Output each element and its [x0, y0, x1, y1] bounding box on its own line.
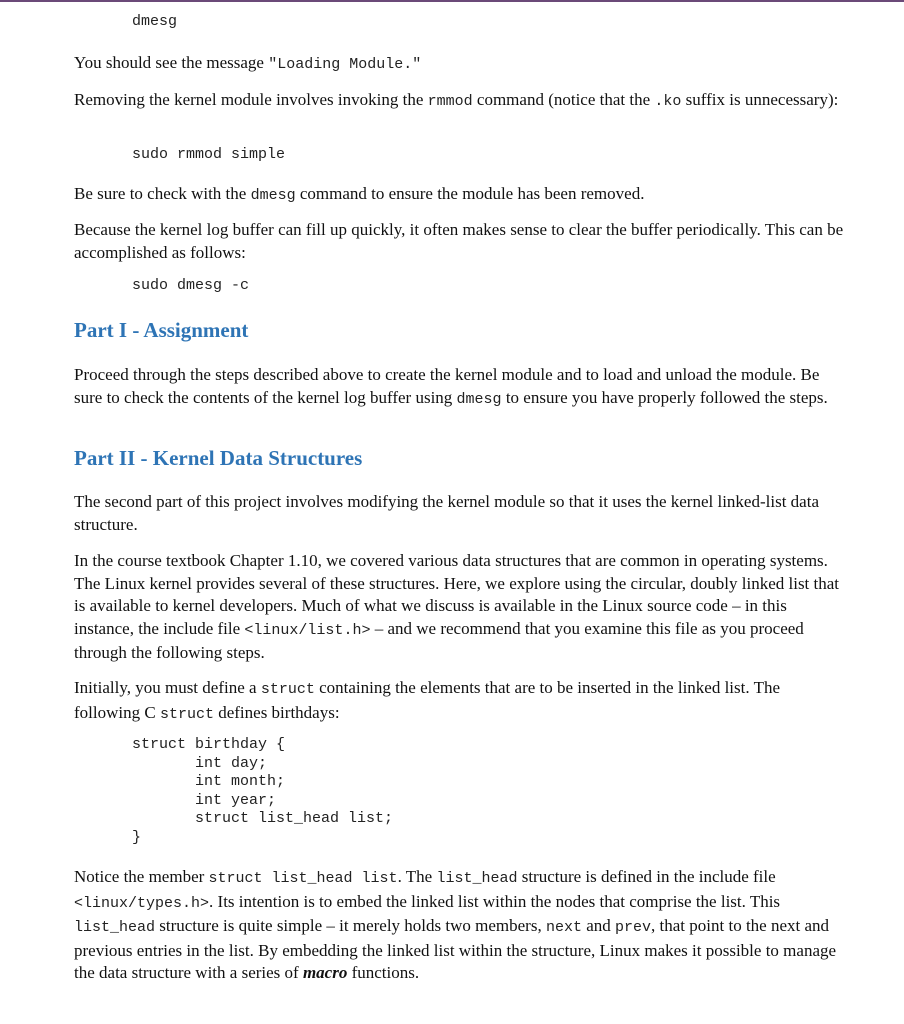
text: – and we recommend that you examine this file as you proceed through the following steps.: [74, 618, 804, 662]
text: Be sure to check with the: [74, 184, 251, 203]
text: to ensure you have properly followed the steps.: [501, 387, 828, 407]
text: functions.: [347, 963, 420, 982]
text: command to ensure the module has been removed.: [295, 184, 645, 203]
paragraph-part1: [74, 364, 844, 411]
paragraph-loading-message: [74, 52, 844, 77]
paragraph-part2-intro: The second part of this project involves modifying the kernel module so that it uses the kernel linked-list data structure.: [74, 492, 819, 534]
text: , that point to the next and previous entries in the list. By embedding the linked list within the structure, Linux makes it possible to manage the data structure with a series of: [74, 916, 837, 982]
text: structure is defined in the include file: [517, 867, 776, 886]
text: Removing the kernel module involves invoking the: [74, 90, 428, 109]
text: suffix is unnecessary):: [681, 90, 839, 109]
paragraph-list-head: [74, 866, 844, 985]
inline-code: <linux/types.h>: [74, 894, 210, 912]
inline-code: struct list_head list: [208, 870, 398, 887]
text: containing the elements that are to be inserted in the linked list. The following C: [74, 678, 780, 722]
text: . Its intention is to embed the linked list within the nodes that comprise the list. This: [209, 891, 781, 911]
inline-code: rmmod: [427, 93, 473, 110]
inline-code: prev: [615, 919, 652, 936]
text: . The: [397, 867, 437, 886]
text: In the course textbook Chapter 1.10, we covered various data structures that are common in operating systems. The Linux kernel provides several of these structures. Here, we explore using the circular, doubly linked list that is available to kernel developers. Much of what we discuss is available in the Linux source code – in this instance, the include file: [74, 551, 840, 638]
emphasis-macro: macro: [302, 963, 348, 982]
paragraph-define-struct: [74, 677, 844, 726]
text: Initially, you must define a: [74, 678, 261, 697]
inline-code: "Loading Module.": [268, 56, 422, 73]
paragraph-rmmod: [74, 89, 844, 114]
text: command (notice that the: [472, 90, 655, 109]
paragraph-check-dmesg: [74, 183, 844, 208]
code-dmesg: dmesg: [132, 13, 178, 30]
code-struct-birthday: struct birthday { int day; int month; int year; struct list_head list; }: [132, 736, 394, 846]
heading-part2: Part II - Kernel Data Structures: [74, 446, 363, 470]
inline-code: dmesg: [456, 390, 502, 408]
inline-code: list_head: [74, 919, 156, 936]
inline-code: .ko: [654, 93, 682, 110]
text: defines birthdays:: [213, 702, 340, 722]
heading-part1: Part I - Assignment: [74, 318, 249, 342]
inline-code: next: [545, 919, 582, 936]
text: structure is quite simple – it merely holds two members,: [155, 916, 546, 935]
inline-code: <linux/list.h>: [244, 621, 371, 639]
inline-code: dmesg: [250, 187, 296, 204]
inline-code: list_head: [436, 870, 518, 887]
paragraph-clear-buffer: Because the kernel log buffer can fill up quickly, it often makes sense to clear the buffer periodically. This can be accomplished as follows:: [74, 220, 844, 262]
top-border: [0, 0, 904, 2]
inline-code: struct: [260, 681, 315, 698]
text: and: [581, 916, 616, 935]
code-clear: sudo dmesg -c: [132, 277, 250, 294]
text: You should see the message: [74, 53, 269, 72]
text: Proceed through the steps described above to create the kernel module and to load and unload the module. Be sure to check the contents of the kernel log buffer using: [74, 365, 820, 407]
code-rmmod: sudo rmmod simple: [132, 146, 286, 163]
inline-code: struct: [159, 705, 214, 723]
paragraph-textbook: [74, 550, 844, 665]
text: Notice the member: [74, 867, 209, 886]
